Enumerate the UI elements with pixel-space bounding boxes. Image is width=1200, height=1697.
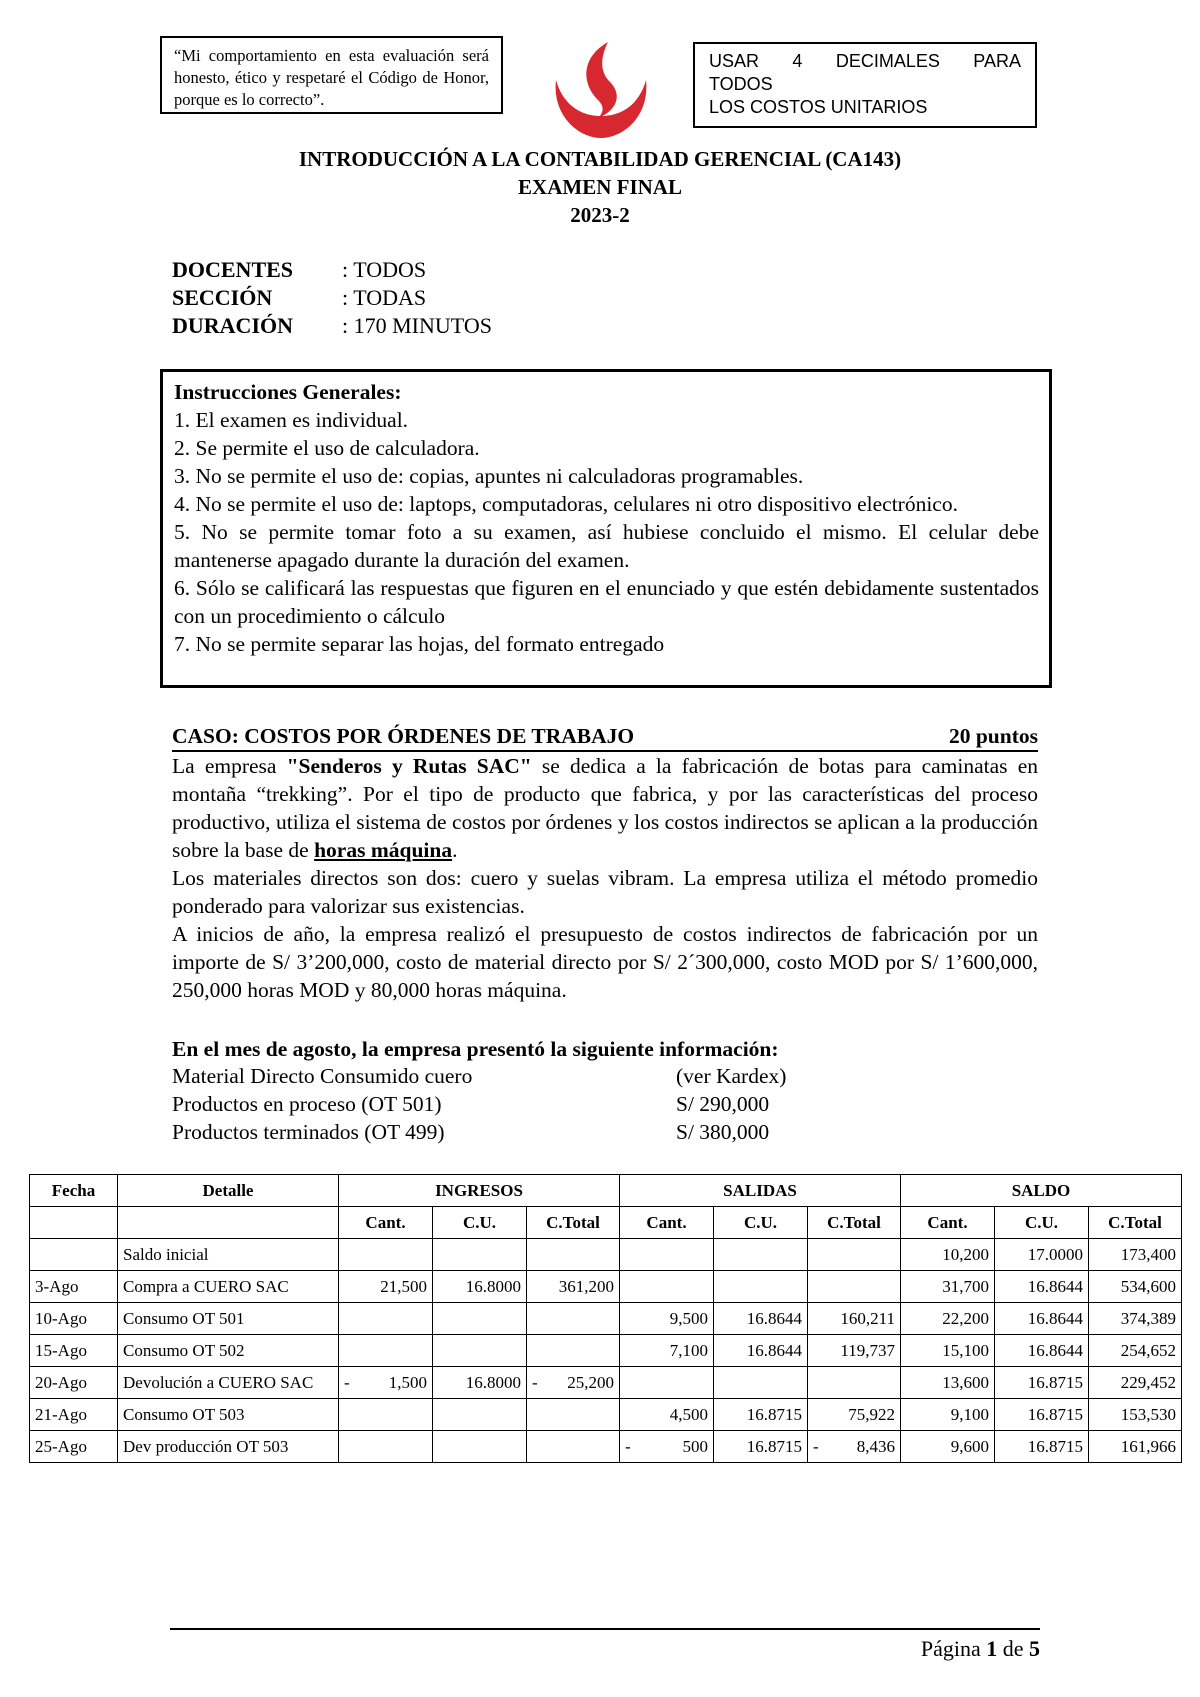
caso-description	[172, 752, 1038, 1004]
kardex-subheader-row	[30, 1207, 1182, 1239]
kardex-cell-fecha: 15-Ago	[30, 1335, 118, 1367]
kardex-cell-out-cu: 16.8644	[714, 1303, 808, 1335]
header-total: C.Total	[808, 1207, 901, 1239]
minus-sign: -	[344, 1372, 350, 1392]
kardex-cell-bal-q: 10,200	[901, 1239, 995, 1271]
header-saldo: SALDO	[901, 1175, 1182, 1207]
header-cu: C.U.	[714, 1207, 808, 1239]
note-word: USAR	[709, 51, 760, 71]
kardex-cell-out-cu: 16.8715	[714, 1431, 808, 1463]
kardex-cell-out-t: 119,737	[808, 1335, 901, 1367]
kardex-cell-out-t: 160,211	[808, 1303, 901, 1335]
note-word: DECIMALES	[835, 51, 940, 71]
company-name: "Senderos y Rutas SAC"	[286, 754, 532, 778]
kardex-body	[30, 1239, 1182, 1463]
instruction-item: 6. Sólo se calificará las respuestas que figuren en el enunciado y que estén debidamente sustentados con un procedimiento o cálculo	[174, 576, 1039, 628]
upc-flame-logo-icon	[548, 40, 654, 140]
kardex-cell-out-q: 7,100	[620, 1335, 714, 1367]
kardex-cell-in-cu	[433, 1239, 527, 1271]
cell-value: 500	[682, 1436, 708, 1456]
kardex-table	[29, 1174, 1182, 1463]
minus-sign: -	[813, 1436, 819, 1456]
kardex-cell-bal-cu: 16.8644	[995, 1271, 1089, 1303]
allocation-basis: horas máquina	[314, 838, 453, 862]
kardex-cell-in-q	[339, 1367, 433, 1399]
header-cant: Cant.	[901, 1207, 995, 1239]
kardex-cell-bal-t: 173,400	[1089, 1239, 1182, 1271]
kardex-cell-in-t	[527, 1399, 620, 1431]
kardex-cell-detalle: Consumo OT 501	[118, 1303, 339, 1335]
caso-heading	[172, 722, 1038, 752]
info-value: S/ 380,000	[676, 1120, 770, 1144]
instructions-title: Instrucciones Generales:	[174, 380, 402, 404]
meta-label: SECCIÓN	[172, 285, 273, 310]
kardex-cell-in-q	[339, 1335, 433, 1367]
kardex-cell-bal-cu: 16.8715	[995, 1431, 1089, 1463]
kardex-cell-out-q: 4,500	[620, 1399, 714, 1431]
kardex-cell-in-t	[527, 1367, 620, 1399]
text-run: .	[452, 838, 458, 862]
kardex-cell-fecha	[30, 1239, 118, 1271]
cell-value: 1,500	[388, 1372, 427, 1392]
caso-title: CASO: COSTOS POR ÓRDENES DE TRABAJO	[172, 724, 635, 748]
kardex-row	[30, 1399, 1182, 1431]
instruction-item: 2. Se permite el uso de calculadora.	[174, 436, 480, 460]
kardex-cell-fecha: 20-Ago	[30, 1367, 118, 1399]
kardex-cell-in-q	[339, 1239, 433, 1271]
header-cant: Cant.	[620, 1207, 714, 1239]
kardex-row	[30, 1335, 1182, 1367]
kardex-cell-out-cu: 16.8715	[714, 1399, 808, 1431]
info-value: S/ 290,000	[676, 1092, 770, 1116]
header-blank	[30, 1207, 118, 1239]
kardex-cell-bal-t: 153,530	[1089, 1399, 1182, 1431]
course-title: INTRODUCCIÓN A LA CONTABILIDAD GERENCIAL (CA143)	[298, 147, 902, 171]
header-fecha: Fecha	[30, 1175, 118, 1207]
kardex-row	[30, 1367, 1182, 1399]
kardex-cell-bal-q: 9,600	[901, 1431, 995, 1463]
page-number	[0, 1636, 1040, 1662]
header-total: C.Total	[527, 1207, 620, 1239]
kardex-cell-bal-cu: 16.8644	[995, 1303, 1089, 1335]
honor-code-box	[160, 36, 503, 114]
page-label: Página	[920, 1636, 987, 1661]
footer-rule	[170, 1628, 1040, 1630]
kardex-cell-bal-cu: 17.0000	[995, 1239, 1089, 1271]
kardex-cell-bal-t: 254,652	[1089, 1335, 1182, 1367]
kardex-cell-detalle: Compra a CUERO SAC	[118, 1271, 339, 1303]
note-line-2: TODOS	[709, 74, 773, 94]
instruction-item: 3. No se permite el uso de: copias, apuntes ni calculadoras programables.	[174, 464, 804, 488]
kardex-cell-out-cu	[714, 1239, 808, 1271]
kardex-cell-in-t	[527, 1303, 620, 1335]
kardex-cell-bal-q: 13,600	[901, 1367, 995, 1399]
header-ingresos: INGRESOS	[339, 1175, 620, 1207]
kardex-cell-out-cu	[714, 1367, 808, 1399]
exam-term: 2023-2	[570, 203, 630, 227]
kardex-cell-bal-t: 534,600	[1089, 1271, 1182, 1303]
kardex-cell-fecha: 21-Ago	[30, 1399, 118, 1431]
kardex-cell-in-t: 361,200	[527, 1271, 620, 1303]
kardex-cell-in-t	[527, 1431, 620, 1463]
header-detalle: Detalle	[118, 1175, 339, 1207]
kardex-cell-out-t	[808, 1271, 901, 1303]
page-of: de	[997, 1636, 1029, 1661]
kardex-cell-out-q	[620, 1431, 714, 1463]
meta-row	[172, 256, 492, 284]
info-row	[172, 1118, 786, 1146]
kardex-cell-in-q	[339, 1303, 433, 1335]
decimals-note-box	[693, 42, 1037, 128]
text-run: La empresa	[172, 754, 287, 778]
kardex-cell-detalle: Dev producción OT 503	[118, 1431, 339, 1463]
kardex-cell-out-t: 75,922	[808, 1399, 901, 1431]
kardex-cell-in-cu	[433, 1335, 527, 1367]
kardex-cell-detalle: Consumo OT 502	[118, 1335, 339, 1367]
current-page: 1	[986, 1636, 998, 1661]
kardex-cell-in-cu	[433, 1431, 527, 1463]
caso-paragraph-2: Los materiales directos son dos: cuero y suelas vibram. La empresa utiliza el método promedio ponderado para valorizar sus existencias.	[172, 866, 1038, 918]
meta-row	[172, 312, 492, 340]
kardex-cell-bal-t: 161,966	[1089, 1431, 1182, 1463]
minus-sign: -	[532, 1372, 538, 1392]
exam-meta	[172, 256, 492, 340]
meta-label: DOCENTES	[172, 257, 294, 282]
header-blank	[118, 1207, 339, 1239]
august-info-title: En el mes de agosto, la empresa presentó la siguiente información:	[172, 1037, 779, 1061]
caso-points: 20 puntos	[948, 724, 1038, 748]
instruction-item: 5. No se permite tomar foto a su examen, así hubiese concluido el mismo. El celular debe mantenerse apagado durante la duración del examen.	[174, 520, 1039, 572]
kardex-cell-out-q	[620, 1367, 714, 1399]
meta-value: : TODAS	[342, 285, 427, 310]
kardex-cell-bal-t: 374,389	[1089, 1303, 1182, 1335]
kardex-cell-out-t	[808, 1367, 901, 1399]
cell-value: 25,200	[567, 1372, 614, 1392]
header-total: C.Total	[1089, 1207, 1182, 1239]
meta-value: : 170 MINUTOS	[342, 313, 492, 338]
caso-paragraph-3: A inicios de año, la empresa realizó el presupuesto de costos indirectos de fabricación por un importe de S/ 3’200,000, costo de material directo por S/ 2´300,000, costo MOD por S/ 1’600,000, 250,000 horas MOD y 80,000 horas máquina.	[172, 922, 1038, 1002]
kardex-cell-out-t	[808, 1431, 901, 1463]
kardex-cell-bal-q: 15,100	[901, 1335, 995, 1367]
header-salidas: SALIDAS	[620, 1175, 901, 1207]
kardex-cell-fecha: 25-Ago	[30, 1431, 118, 1463]
kardex-cell-in-q	[339, 1431, 433, 1463]
note-line-1	[709, 50, 1021, 73]
info-row	[172, 1062, 786, 1090]
kardex-cell-bal-q: 22,200	[901, 1303, 995, 1335]
note-line-3: LOS COSTOS UNITARIOS	[709, 97, 928, 117]
instruction-item: 4. No se permite el uso de: laptops, computadoras, celulares ni otro dispositivo electrónico.	[174, 492, 958, 516]
kardex-cell-bal-cu: 16.8644	[995, 1335, 1089, 1367]
kardex-cell-fecha: 10-Ago	[30, 1303, 118, 1335]
kardex-cell-bal-cu: 16.8715	[995, 1367, 1089, 1399]
total-pages: 5	[1029, 1636, 1040, 1661]
kardex-row	[30, 1239, 1182, 1271]
kardex-cell-in-cu	[433, 1303, 527, 1335]
header-cant: Cant.	[339, 1207, 433, 1239]
kardex-cell-in-cu: 16.8000	[433, 1271, 527, 1303]
instructions-box	[160, 369, 1052, 688]
instruction-item: 7. No se permite separar las hojas, del formato entregado	[174, 632, 665, 656]
meta-value: : TODOS	[342, 257, 427, 282]
kardex-cell-in-q	[339, 1399, 433, 1431]
kardex-cell-detalle: Saldo inicial	[118, 1239, 339, 1271]
meta-label: DURACIÓN	[172, 313, 293, 338]
kardex-cell-bal-q: 31,700	[901, 1271, 995, 1303]
kardex-cell-out-t	[808, 1239, 901, 1271]
caso-paragraph-1	[172, 752, 1038, 864]
kardex-cell-detalle: Consumo OT 503	[118, 1399, 339, 1431]
kardex-cell-in-q: 21,500	[339, 1271, 433, 1303]
info-label: Productos en proceso (OT 501)	[172, 1092, 442, 1116]
kardex-cell-in-t	[527, 1239, 620, 1271]
kardex-row	[30, 1271, 1182, 1303]
kardex-cell-out-q: 9,500	[620, 1303, 714, 1335]
kardex-cell-detalle: Devolución a CUERO SAC	[118, 1367, 339, 1399]
instruction-item: 1. El examen es individual.	[174, 408, 409, 432]
kardex-cell-bal-cu: 16.8715	[995, 1399, 1089, 1431]
kardex-cell-bal-t: 229,452	[1089, 1367, 1182, 1399]
kardex-cell-fecha: 3-Ago	[30, 1271, 118, 1303]
kardex-cell-out-q	[620, 1271, 714, 1303]
meta-row	[172, 284, 492, 312]
header-cu: C.U.	[433, 1207, 527, 1239]
honor-code-text: “Mi comportamiento en esta evaluación será honesto, ético y respetaré el Código de Honor, porque es lo correcto”.	[174, 46, 489, 109]
info-label: Material Directo Consumido cuero	[172, 1064, 473, 1088]
info-value: (ver Kardex)	[676, 1064, 787, 1088]
cell-value: 8,436	[856, 1436, 895, 1456]
exam-title: EXAMEN FINAL	[518, 175, 682, 199]
kardex-cell-out-cu	[714, 1271, 808, 1303]
kardex-header-row	[30, 1175, 1182, 1207]
kardex-cell-in-t	[527, 1335, 620, 1367]
minus-sign: -	[625, 1436, 631, 1456]
logo-flame	[586, 42, 616, 118]
kardex-cell-out-q	[620, 1239, 714, 1271]
kardex-cell-in-cu	[433, 1399, 527, 1431]
note-word: 4	[792, 51, 803, 71]
exam-title-block	[0, 145, 1200, 229]
kardex-cell-bal-q: 9,100	[901, 1399, 995, 1431]
note-word: PARA	[973, 51, 1021, 71]
info-row	[172, 1090, 786, 1118]
header-cu: C.U.	[995, 1207, 1089, 1239]
kardex-row	[30, 1431, 1182, 1463]
info-label: Productos terminados (OT 499)	[172, 1120, 445, 1144]
kardex-row	[30, 1303, 1182, 1335]
kardex-cell-in-cu: 16.8000	[433, 1367, 527, 1399]
august-info-list	[172, 1062, 786, 1146]
text-run: se dedica a la fabricación de botas para caminatas en montaña “trekking”. Por el tipo de producto que fabrica, y por las características del proceso productivo, utiliza el sistema de costos por órdenes y los costos indirectos se aplican a la producción sobre la base de	[172, 754, 1038, 862]
kardex-cell-out-cu: 16.8644	[714, 1335, 808, 1367]
